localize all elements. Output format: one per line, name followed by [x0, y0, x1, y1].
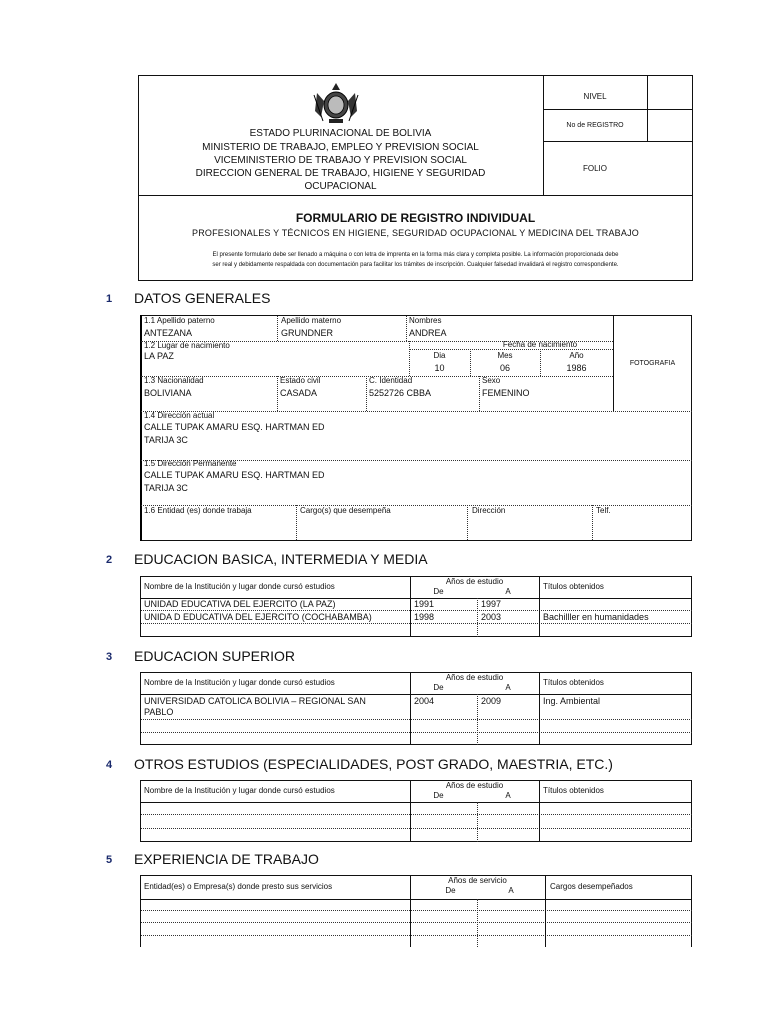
nombres-value[interactable]: ANDREA [409, 328, 447, 338]
apellido-paterno-label: 1.1 Apellido paterno [144, 316, 215, 325]
mes-value[interactable]: 06 [499, 363, 510, 373]
org-line-1: ESTADO PLURINACIONAL DE BOLIVIA [249, 128, 432, 139]
entidad-label: 1.6 Entidad (es) donde trabaja [144, 506, 252, 515]
s2-row-1-a[interactable]: 1997 [481, 599, 502, 609]
s2-row-2-institucion[interactable]: UNIDA D EDUCATIVA DEL EJERCITO (COCHABAMBA) [144, 612, 372, 622]
section-4-number: 4 [106, 759, 113, 771]
ci-value[interactable]: 5252726 CBBA [369, 388, 432, 398]
telf-label: Telf. [596, 506, 611, 515]
s3-row-1-titulo[interactable]: Ing. Ambiental [543, 696, 601, 706]
registro-label: No de REGISTRO [566, 122, 624, 129]
lugar-nacimiento-label: 1.2 Lugar de nacimiento [144, 341, 230, 350]
s3-col-anios: Años de estudio [445, 673, 504, 682]
nacionalidad-label: 1.3 Nacionalidad [144, 376, 204, 385]
s3-col-titulos: Títulos obtenidos [543, 678, 604, 687]
section-4-title: OTROS ESTUDIOS (ESPECIALIDADES, POST GRADO, MAESTRIA, ETC.) [134, 756, 613, 772]
s2-col-titulos: Títulos obtenidos [543, 582, 604, 591]
fotografia-label: FOTOGRAFIA [629, 360, 676, 367]
sexo-value[interactable]: FEMENINO [482, 388, 530, 398]
s3-col-institucion: Nombre de la Institución y lugar donde cursó estudios [144, 678, 335, 687]
section-3-title: EDUCACION SUPERIOR [134, 648, 296, 664]
s2-col-anios: Años de estudio [445, 577, 504, 586]
nacionalidad-value[interactable]: BOLIVIANA [144, 388, 192, 398]
folio-label: FOLIO [582, 164, 607, 173]
direccion-actual-label: 1.4 Dirección actual [144, 411, 215, 420]
s2-row-2-de[interactable]: 1998 [414, 612, 435, 622]
s2-row-2-titulo[interactable]: Bachilller en humanidades [543, 612, 649, 622]
s3-col-a: A [505, 683, 511, 692]
s5-col-anios: Años de servicio [448, 876, 507, 885]
s3-row-1-a[interactable]: 2009 [481, 696, 502, 706]
s4-col-institucion: Nombre de la Institución y lugar donde cursó estudios [144, 786, 335, 795]
form-note-line-2: ser real y debidamente respaldada con documentación para facilitar los trámites de inscripción. Cualquier falsedad invalidará el registro correspondiente. [212, 262, 619, 268]
dia-value[interactable]: 10 [434, 363, 445, 373]
s5-col-de: De [445, 886, 456, 895]
s2-row-1-de[interactable]: 1991 [414, 599, 435, 609]
apellido-materno-label: Apellido materno [281, 316, 342, 325]
s3-row-1-institucion-line-1[interactable]: UNIVERSIDAD CATOLICA BOLIVIA – REGIONAL SAN [144, 696, 366, 706]
section-2-title: EDUCACION BASICA, INTERMEDIA Y MEDIA [134, 551, 428, 567]
s3-col-de: De [433, 683, 444, 692]
section-3-number: 3 [106, 651, 113, 663]
section-1-number: 1 [106, 293, 113, 305]
s5-col-cargos: Cargos desempeñados [550, 882, 633, 891]
anio-label: Año [569, 351, 584, 360]
s2-col-de: De [433, 587, 444, 596]
section-1-title: DATOS GENERALES [134, 290, 271, 306]
direccion-actual-line-2[interactable]: TARIJA 3C [144, 435, 188, 445]
form-title: FORMULARIO DE REGISTRO INDIVIDUAL [295, 211, 536, 225]
cargo-label: Cargo(s) que desempeña [300, 506, 391, 515]
s5-col-entidad: Entidad(es) o Empresa(s) donde presto sus servicios [144, 882, 333, 891]
s2-row-1-institucion[interactable]: UNIDAD EDUCATIVA DEL EJERCITO (LA PAZ) [144, 599, 336, 609]
fecha-nacimiento-label: Fecha de nacimiento [502, 340, 578, 349]
s4-col-a: A [505, 791, 511, 800]
dia-label: Dia [433, 351, 446, 360]
form-note-line-1: El presente formulario debe ser llenado a máquina o con letra de imprenta en la forma más clara y completa posible. La información proporcionada debe [212, 252, 619, 258]
direccion-actual-line-1[interactable]: CALLE TUPAK AMARU ESQ. HARTMAN ED [144, 422, 325, 432]
lugar-nacimiento-value[interactable]: LA PAZ [144, 351, 174, 361]
mes-label: Mes [497, 351, 513, 360]
apellido-paterno-value[interactable]: ANTEZANA [144, 328, 193, 338]
s4-col-de: De [433, 791, 444, 800]
ci-label: C. Identidad [369, 376, 413, 385]
s3-row-1-institucion-line-2[interactable]: PABLO [144, 707, 174, 717]
s2-col-institucion: Nombre de la Institución y lugar donde cursó estudios [144, 582, 335, 591]
s3-row-1-de[interactable]: 2004 [414, 696, 435, 706]
apellido-materno-value[interactable]: GRUNDNER [281, 328, 334, 338]
org-line-2: MINISTERIO DE TRABAJO, EMPLEO Y PREVISION SOCIAL [202, 142, 479, 153]
form-subtitle: PROFESIONALES Y TÉCNICOS EN HIGIENE, SEGURIDAD OCUPACIONAL Y MEDICINA DEL TRABAJO [192, 228, 639, 238]
s4-col-anios: Años de estudio [445, 781, 504, 790]
s5-col-a: A [508, 886, 514, 895]
s2-col-a: A [505, 587, 511, 596]
direccion-permanente-label: 1.5 Dirección Permanente [144, 459, 237, 468]
org-line-5: OCUPACIONAL [304, 181, 377, 192]
s2-row-2-a[interactable]: 2003 [481, 612, 502, 622]
direccion-trabajo-label: Dirección [472, 506, 506, 515]
section-5-title: EXPERIENCIA DE TRABAJO [134, 851, 319, 867]
section-2-number: 2 [106, 554, 113, 566]
nombres-label: Nombres [409, 316, 442, 325]
direccion-permanente-line-2[interactable]: TARIJA 3C [144, 483, 188, 493]
s4-col-titulos: Títulos obtenidos [543, 786, 604, 795]
nivel-label: NIVEL [583, 92, 607, 101]
section-5-number: 5 [106, 854, 113, 866]
sexo-label: Sexo [482, 376, 501, 385]
org-line-4: DIRECCION GENERAL DE TRABAJO, HIGIENE Y SEGURIDAD [195, 168, 486, 179]
org-line-3: VICEMINISTERIO DE TRABAJO Y PREVISION SOCIAL [214, 155, 467, 166]
anio-value[interactable]: 1986 [566, 363, 587, 373]
coat-of-arms-icon [311, 81, 361, 125]
estado-civil-label: Estado civil [280, 376, 321, 385]
estado-civil-value[interactable]: CASADA [280, 388, 318, 398]
direccion-permanente-line-1[interactable]: CALLE TUPAK AMARU ESQ. HARTMAN ED [144, 470, 325, 480]
